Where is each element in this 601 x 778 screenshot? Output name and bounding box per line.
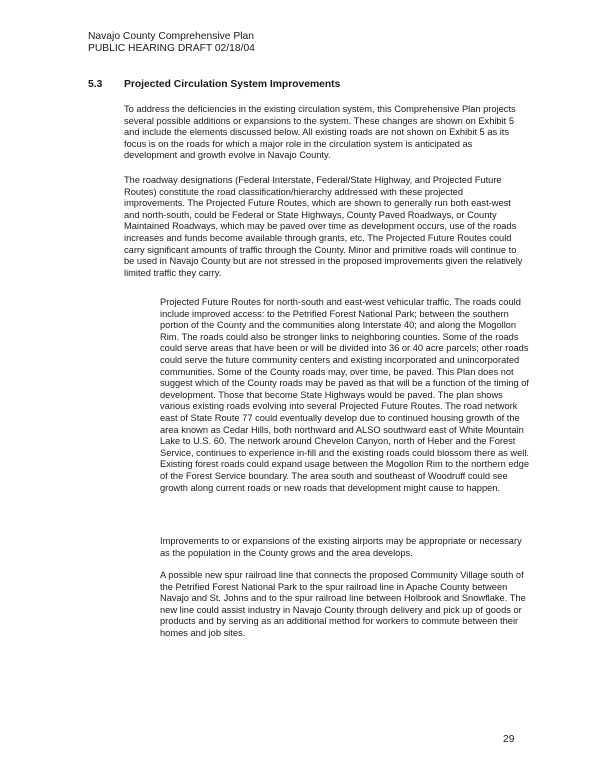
page-number: 29 (503, 734, 515, 745)
indented-paragraph: A possible new spur railroad line that connects the proposed Community Village south of the Petrified Forest National Park to the spur railroad line in Apache County between Navajo and St. Johns and to the spur railroad line between Holbrook and Snowflake. The new line could assist industry in Navajo County through delivery and pick up of goods or products and by serving as an additional method for workers to commute between their homes and job sites. (160, 570, 526, 638)
body-paragraph: To address the deficiencies in the existing circulation system, this Comprehensive Plan projects several possible additions or expansions to the system. These changes are shown on Exhibit 5 and include the elements discussed below. All existing roads are not shown on Exhibit 5 as its focus is on the roads for which a major role in the circulation system is anticipated as development and growth evolve in Navajo County. (124, 104, 516, 161)
section-number: 5.3 (88, 79, 103, 90)
indented-paragraph: Improvements to or expansions of the existing airports may be appropriate or necessary as the population in the County grows and the area develops. (160, 536, 522, 558)
section-title: Projected Circulation System Improvements (124, 79, 341, 90)
section-heading (88, 79, 340, 91)
body-paragraph: The roadway designations (Federal Interstate, Federal/State Highway, and Projected Future Routes) constitute the road classification/hierarchy addressed with these projected improvements. The Projected Future Routes, which are shown to generally run both east-west and north-south, could be Federal or State Highways, County Paved Roadways, or County Maintained Roadways, which may be paved over time as development occurs, use of the roads increases and funds become available through grants, etc. The Projected Future Routes could carry significant amounts of traffic through the County. Minor and primitive roads will continue to be used in Navajo County but are not stressed in the proposed improvements given the relatively limited traffic they carry. (124, 175, 523, 278)
header-draft-label: PUBLIC HEARING DRAFT 02/18/04 (88, 43, 255, 54)
indented-paragraph: Projected Future Routes for north-south and east-west vehicular traffic. The roads could include improved access: to the Petrified Forest National Park; between the southern portion of the County and the communities along Interstate 40; and along the Mogollon Rim. The roads could also be stronger links to neighboring counties. Some of the roads could serve areas that have been or will be divided into 36 or 40 acre parcels; other roads could serve the future community centers and existing incorporated and unincorporated communities. Some of the County roads may, over time, be paved. This Plan does not suggest which of the County roads may be paved as that will be a function of the timing of development. Those that become State Highways would be paved. The plan shows various existing roads evolving into several Projected Future Routes. The road network east of State Route 77 could eventually develop due to continued housing growth of the area known as Cedar Hills, both northward and ALSO southward east of White Mountain Lake to U.S. 60. The network around Chevelon Canyon, north of Heber and the Forest Service, continues to experience in-fill and the existing roads could blossom there as well. Existing forest roads could expand usage between the Mogollon Rim to the northern edge of the Forest Service boundary. The area south and southeast of Woodruff could see growth along current roads or new roads that development might cause to happen. (160, 297, 530, 493)
header-plan-title: Navajo County Comprehensive Plan (88, 31, 254, 42)
running-header (88, 31, 255, 55)
